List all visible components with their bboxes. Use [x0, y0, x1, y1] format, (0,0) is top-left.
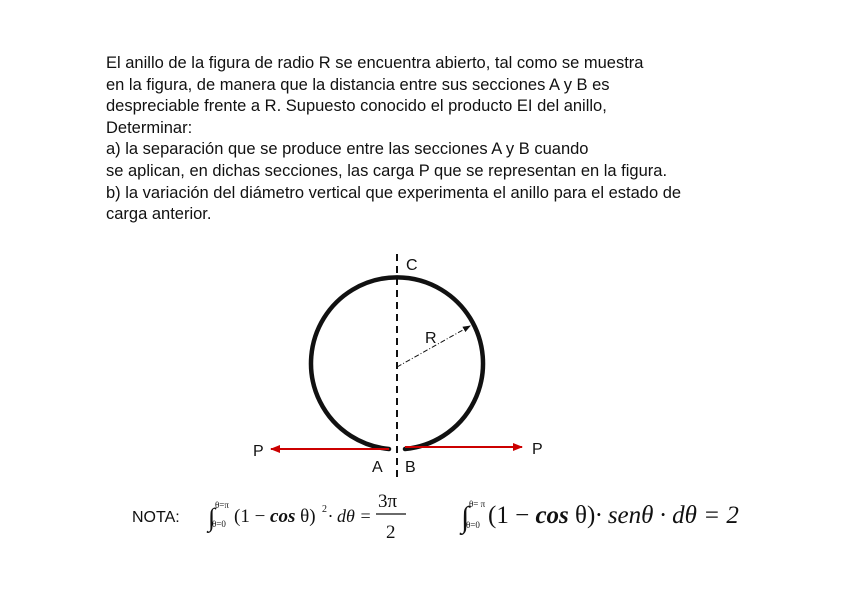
label-c: C — [406, 257, 418, 274]
fraction-denominator: 2 — [386, 522, 396, 543]
label-r: R — [425, 330, 437, 347]
label-p-left: P — [253, 443, 264, 460]
problem-line: El anillo de la figura de radio R se encuentra abierto, tal como se muestra — [106, 54, 644, 72]
lower-limit: θ=0 — [466, 520, 480, 530]
problem-line: b) la variación del diámetro vertical que experimenta el anillo para el estado de — [106, 183, 682, 202]
integrand-1: (1 − cos θ) — [234, 506, 316, 527]
lower-limit: θ=0 — [212, 519, 226, 529]
fraction-numerator: 3π — [378, 491, 398, 512]
integral-2 — [459, 499, 739, 536]
upper-limit: θ= π — [469, 499, 486, 509]
integral-sign: ∫ — [208, 503, 216, 532]
problem-line: carga anterior. — [106, 205, 212, 224]
label-b: B — [405, 459, 416, 476]
upper-limit: θ=π — [215, 500, 229, 510]
power: 2 — [322, 504, 327, 515]
dtheta-1: · dθ = — [328, 506, 372, 526]
problem-line: a) la separación que se produce entre las secciones A y B cuando — [106, 140, 589, 159]
problem-line: se aplican, en dichas secciones, las carga P que se representan en la figura. — [106, 161, 668, 180]
problem-line: en la figura, de manera que la distancia entre sus secciones A y B es — [106, 75, 610, 94]
problem-line: Determinar: — [106, 118, 193, 137]
label-a: A — [372, 459, 383, 476]
nota-label: NOTA: — [132, 509, 180, 526]
integrand-2: (1 − cos θ)· senθ · dθ = 2 — [488, 502, 739, 529]
label-p-right: P — [532, 441, 543, 458]
integral-sign: ∫ — [461, 501, 470, 534]
problem-line: despreciable frente a R. Supuesto conocido el producto EI del anillo, — [106, 97, 607, 116]
integral-1 — [206, 491, 406, 543]
